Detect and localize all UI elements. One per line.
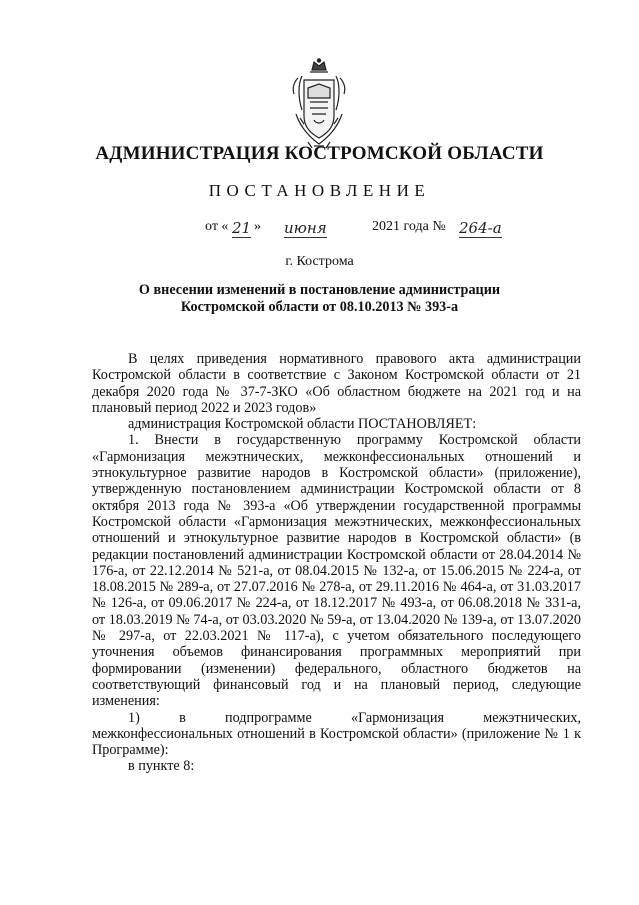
organization-title: АДМИНИСТРАЦИЯ КОСТРОМСКОЙ ОБЛАСТИ (95, 143, 544, 164)
document-body (92, 351, 581, 775)
date-close: » (254, 219, 261, 234)
date-day: 21 (232, 219, 252, 237)
document-subject (120, 282, 519, 316)
paragraph-item-1: 1. Внести в государственную программу Костромской области «Гармонизация межэтнических, межконфессиональных отношений и этнокультурное развитие народов в Костромской области» (приложение), утвержденную постановлением администрации Костромской области от 8 октября 2013 года № 393-а «Об утверждении государственной программы Костромской области «Гармонизация межэтнических, межконфессиональных отношений и этнокультурное развитие народов в Костромской области» (в редакции постановлений администрации Костромской области от 28.04.2014 № 176-а, от 22.12.2014 № 521-а, от 08.04.2015 № 132-а, от 15.06.2015 № 224-а, от 18.08.2015 № 289-а, от 27.07.2016 № 278-а, от 29.11.2016 № 464-а, от 31.03.2017 № 126-а, от 09.06.2017 № 224-а, от 18.12.2017 № 493-а, от 06.08.2018 № 331-а, от 18.03.2019 № 74-а, от 03.03.2020 № 59-а, от 13.04.2020 № 139-а, от 13.07.2020 № 297-а, от 22.03.2021 № 117-а), с учетом обязательного последующего уточнения объемов финансирования программных мероприятий при формировании (изменении) федерального, областного бюджетов на соответствующий финансовый год и на плановый период, следующие изменения: (92, 432, 581, 710)
paragraph-point-8: в пункте 8: (128, 758, 195, 775)
subject-line-2: Костромской области от 08.10.2013 № 393-а (180, 299, 459, 315)
date-prefix: от « (205, 219, 229, 234)
city-line: г. Кострома (285, 254, 354, 269)
paragraph-subitem-1: 1) в подпрограмме «Гармонизация межэтнических, межконфессиональных отношений в Костромской области» (приложение № 1 к Программе): (92, 709, 581, 759)
date-month: июня (284, 219, 327, 237)
date-year: 2021 года № (372, 219, 446, 234)
document-type: ПОСТАНОВЛЕНИЕ (208, 181, 431, 200)
paragraph-preamble: В целях приведения нормативного правового акта администрации Костромской области в соответствие с Законом Костромской области от 21 декабря 2020 года № 37-7-ЗКО «Об областном бюджете на 2021 год и на плановый период 2022 и 2023 годов» (92, 351, 581, 416)
paragraph-resolves: администрация Костромской области ПОСТАНОВЛЯЕТ: (128, 416, 477, 433)
coat-of-arms-emblem (288, 58, 350, 150)
date-number-line (0, 215, 639, 241)
subject-line-1: О внесении изменений в постановление администрации (138, 282, 501, 298)
document-number: 264-а (459, 219, 502, 237)
